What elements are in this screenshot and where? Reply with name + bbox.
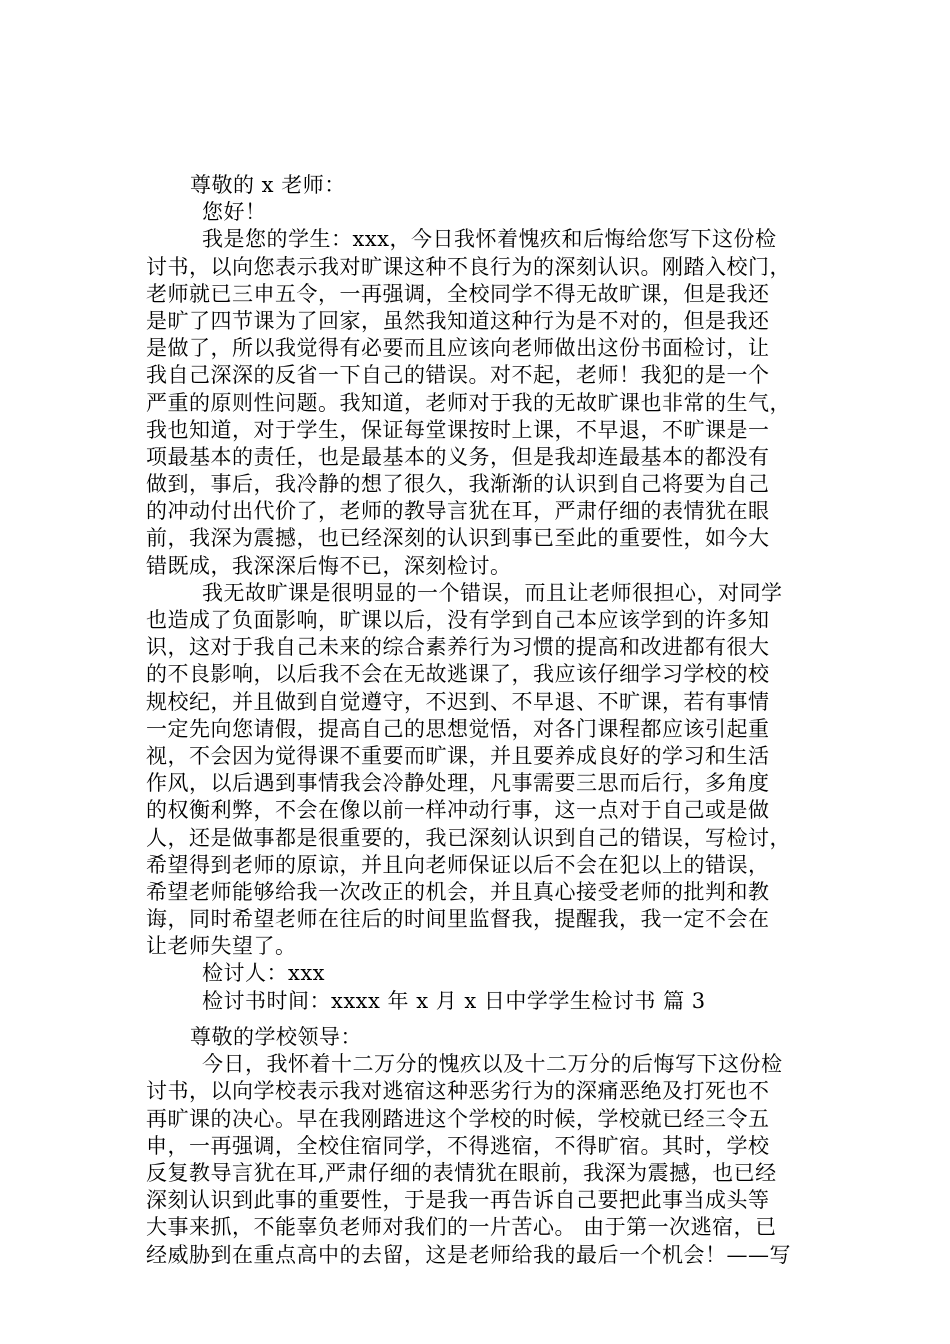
greeting: 您好！: [202, 200, 267, 225]
paragraph-line: 识，这对于我自己未来的综合素养行为习惯的提高和改进都有很大: [146, 635, 770, 660]
paragraph-line: 反复教导言犹在耳,严肃仔细的表情犹在眼前，我深为震撼，也已经: [146, 1160, 777, 1185]
paragraph-line: 希望老师能够给我一次改正的机会，并且真心接受老师的批判和教: [146, 879, 770, 904]
paragraph-line: 错既成，我深深后悔不已，深刻检讨。: [146, 553, 512, 578]
paragraph-line: 视，不会因为觉得课不重要而旷课，并且要养成良好的学习和生活: [146, 743, 770, 768]
signer: 检讨人：xxx: [202, 961, 326, 986]
paragraph-line: 诲，同时希望老师在往后的时间里监督我，提醒我，我一定不会在: [146, 907, 770, 932]
paragraph-line: 讨书，以向您表示我对旷课这种不良行为的深刻认识。刚踏入校门，: [146, 254, 791, 279]
paragraph-line: 是做了，所以我觉得有必要而且应该向老师做出这份书面检讨，让: [146, 336, 770, 361]
paragraph-line: 前，我深为震撼，也已经深刻的认识到事已至此的重要性，如今大: [146, 526, 770, 551]
letter-1: [146, 172, 826, 1015]
paragraph-line: 我无故旷课是很明显的一个错误，而且让老师很担心，对同学: [202, 580, 783, 605]
paragraph-line: 严重的原则性问题。我知道，老师对于我的无故旷课也非常的生气，: [146, 390, 791, 415]
paragraph-line: 再旷课的决心。早在我刚踏进这个学校的时候，学校就已经三令五: [146, 1106, 770, 1131]
paragraph-line: 的不良影响，以后我不会在无故逃课了，我应该仔细学习学校的校: [146, 662, 770, 687]
paragraph-line: 也造成了负面影响，旷课以后，没有学到自己本应该学到的许多知: [146, 608, 770, 632]
paragraph-line: 我是您的学生：xxx，今日我怀着愧疚和后悔给您写下这份检: [202, 227, 777, 252]
date-line: 检讨书时间：xxxx 年 x 月 x 日中学学生检讨书 篇 3: [202, 988, 706, 1013]
paragraph-line: 老师就已三申五令，一再强调，全校同学不得无故旷课，但是我还: [146, 281, 770, 306]
paragraph: [146, 226, 826, 579]
paragraph-line: 我自己深深的反省一下自己的错误。对不起，老师！我犯的是一个: [146, 363, 770, 388]
paragraph-line: 规校纪，并且做到自觉遵守，不迟到、不早退、不旷课，若有事情: [146, 689, 770, 714]
paragraph-line: 我也知道，对于学生，保证每堂课按时上课，不早退，不旷课是一: [146, 417, 770, 442]
paragraph-line: 的权衡利弊，不会在像以前一样冲动行事，这一点对于自己或是做: [146, 798, 770, 823]
paragraph-line: 深刻认识到此事的重要性，于是我一再告诉自己要把此事当成头等: [146, 1188, 770, 1213]
paragraph-line: 经威胁到在重点高中的去留，这是老师给我的最后一个机会！——写: [146, 1242, 791, 1267]
paragraph-line: 人，还是做事都是很重要的，我已深刻认识到自己的错误，写检讨，: [146, 825, 791, 850]
paragraph-line: 让老师失望了。: [146, 934, 297, 959]
paragraph: [146, 580, 826, 961]
paragraph-line: 的冲动付出代价了，老师的教导言犹在耳，严肃仔细的表情犹在眼: [146, 499, 770, 524]
paragraph-line: 今日，我怀着十二万分的愧疚以及十二万分的后悔写下这份检: [202, 1052, 783, 1077]
paragraph-line: 是旷了四节课为了回家，虽然我知道这种行为是不对的，但是我还: [146, 308, 770, 333]
salutation: 尊敬的学校领导：: [190, 1025, 362, 1049]
paragraph-line: 讨书，以向学校表示我对逃宿这种恶劣行为的深痛恶绝及打死也不: [146, 1079, 770, 1104]
paragraph-line: 希望得到老师的原谅，并且向老师保证以后不会在犯以上的错误，: [146, 852, 770, 877]
salutation: 尊敬的 x 老师：: [190, 173, 346, 197]
letter-2: [146, 1024, 826, 1269]
paragraph-line: 大事来抓，不能辜负老师对我们的一片苦心。 由于第一次逃宿，已: [146, 1215, 777, 1240]
paragraph-line: 一定先向您请假，提高自己的思想觉悟，对各门课程都应该引起重: [146, 716, 770, 741]
paragraph: [146, 1051, 826, 1269]
paragraph-line: 项最基本的责任，也是最基本的义务，但是我却连最基本的都没有: [146, 444, 770, 469]
paragraph-line: 申，一再强调，全校住宿同学，不得逃宿，不得旷宿。其时，学校: [146, 1133, 770, 1158]
paragraph-line: 作风，以后遇到事情我会冷静处理，凡事需要三思而后行，多角度: [146, 771, 770, 796]
paragraph-line: 做到，事后，我冷静的想了很久，我渐渐的认识到自己将要为自己: [146, 472, 770, 497]
